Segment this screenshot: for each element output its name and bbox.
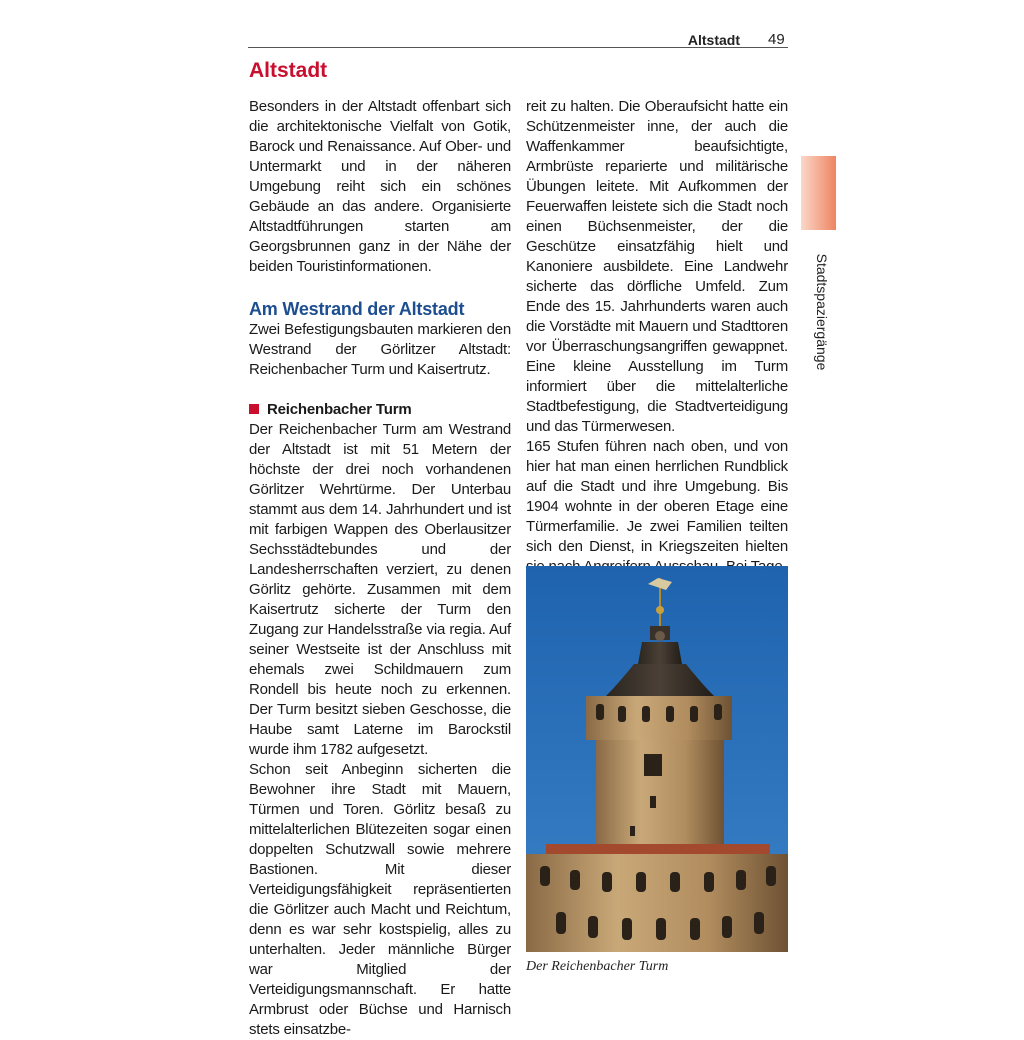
reichenbacher-paragraph-2-start: Schon seit Anbeginn sicherten die Bewohner ihre Stadt mit Mauern, Türmen und Toren. Görlitz besaß zu mittelalterlichen Blütezeiten sogar einen doppelten Schutzwall sowie mehrere Bastionen. Mit dieser Verteidigungsfähigkeit repräsentierten die Görlitzer auch Macht und Reichtum, denn es war sehr kostspielig, alles zu unterhalten. Jeder männliche Bürger war Mitglied der Verteidigungsmannschaft. Er hatte Armbrust oder Büchse und Harnisch stets einsatzbe- [249, 761, 511, 1038]
section-title: Altstadt [249, 59, 328, 82]
westrand-paragraph: Zwei Befestigungsbauten markieren den Westrand der Görlitzer Altstadt: Reichenbacher Turm und Kaisertrutz. [249, 321, 511, 378]
tower-photo [526, 566, 788, 952]
item-heading-reichenbacher [249, 400, 511, 420]
reichenbacher-paragraph-3: 165 Stufen führen nach oben, und von hier hat man einen herrlichen Rundblick auf die Stadt und ihre Umgebung. Bis 1904 wohnte in der oberen Etage eine Türmerfamilie. Je zwei Familien teilten sich den Dienst, in Kriegszeiten hielten [526, 438, 788, 555]
intro-paragraph: Besonders in der Altstadt offenbart sich die architektonische Vielfalt von Gotik, Barock und Renaissance. Auf Ober- und Untermarkt und in der näheren Umgebung reiht sich ein schönes Gebäude an das andere. Organisierte Altstadtführungen starten am Georgsbrunnen ganz in der Nähe der beiden Touristinformationen. [249, 98, 511, 275]
chapter-side-label: Stadtspaziergänge [814, 253, 830, 371]
reichenbacher-paragraph-1: Der Reichenbacher Turm am Westrand der Altstadt ist mit 51 Metern der höchste der drei noch vorhandenen Görlitzer Wehrtürme. Der Unterbau stammt aus dem 14. Jahrhundert und ist mit farbigen Wappen des Oberlausitzer Sechsstädtebundes und der Landesherrschaften verziert, zu denen Görlitz gehörte. Zusammen mit dem Kaisertrutz sicherte der Turm den Zugang zur Handelsstraße via regia. Auf seiner Westseite ist der Anschluss mit ehemals zwei Schildmauern zum Rondell bis heute noch zu erkennen. Der Turm besitzt sieben Geschosse, die Haube samt Laterne im Barockstil wurde ihm 1782 aufgesetzt. [249, 421, 511, 758]
subheading-westrand: Am Westrand der Altstadt [249, 299, 465, 319]
chapter-tab [801, 156, 836, 230]
running-title: Altstadt [687, 32, 740, 48]
right-column [526, 97, 788, 577]
item-heading-label: Reichenbacher Turm [267, 401, 412, 418]
red-square-bullet-icon [249, 404, 259, 414]
photo-caption: Der Reichenbacher Turm [526, 959, 669, 974]
left-column [249, 97, 511, 1040]
page-number: 49 [768, 31, 785, 48]
reichenbacher-paragraph-2-end: reit zu halten. Die Oberaufsicht hatte ein Schützenmeister inne, der auch die Waffenkammer beaufsichtigte, Armbrüste reparierte und militärische Übungen leitete. Mit Aufkommen der Feuerwaffen leistete sich die Stadt noch einen Büchsenmeister, der die Geschütze einsatzfähig hielt und Kanoniere ausbildete. Eine Landwehr sicherte das dörfliche Umfeld. Zum Ende des 15. Jahrhunderts waren auch die Vorstädte mit Mauern und Stadttoren vor Überraschungsangriffen gewappnet. Eine kleine Ausstellung im Turm informiert über die mittelalterliche Stadtbefestigung, die Stadtverteidigung und das Türmerwesen. [526, 98, 788, 435]
